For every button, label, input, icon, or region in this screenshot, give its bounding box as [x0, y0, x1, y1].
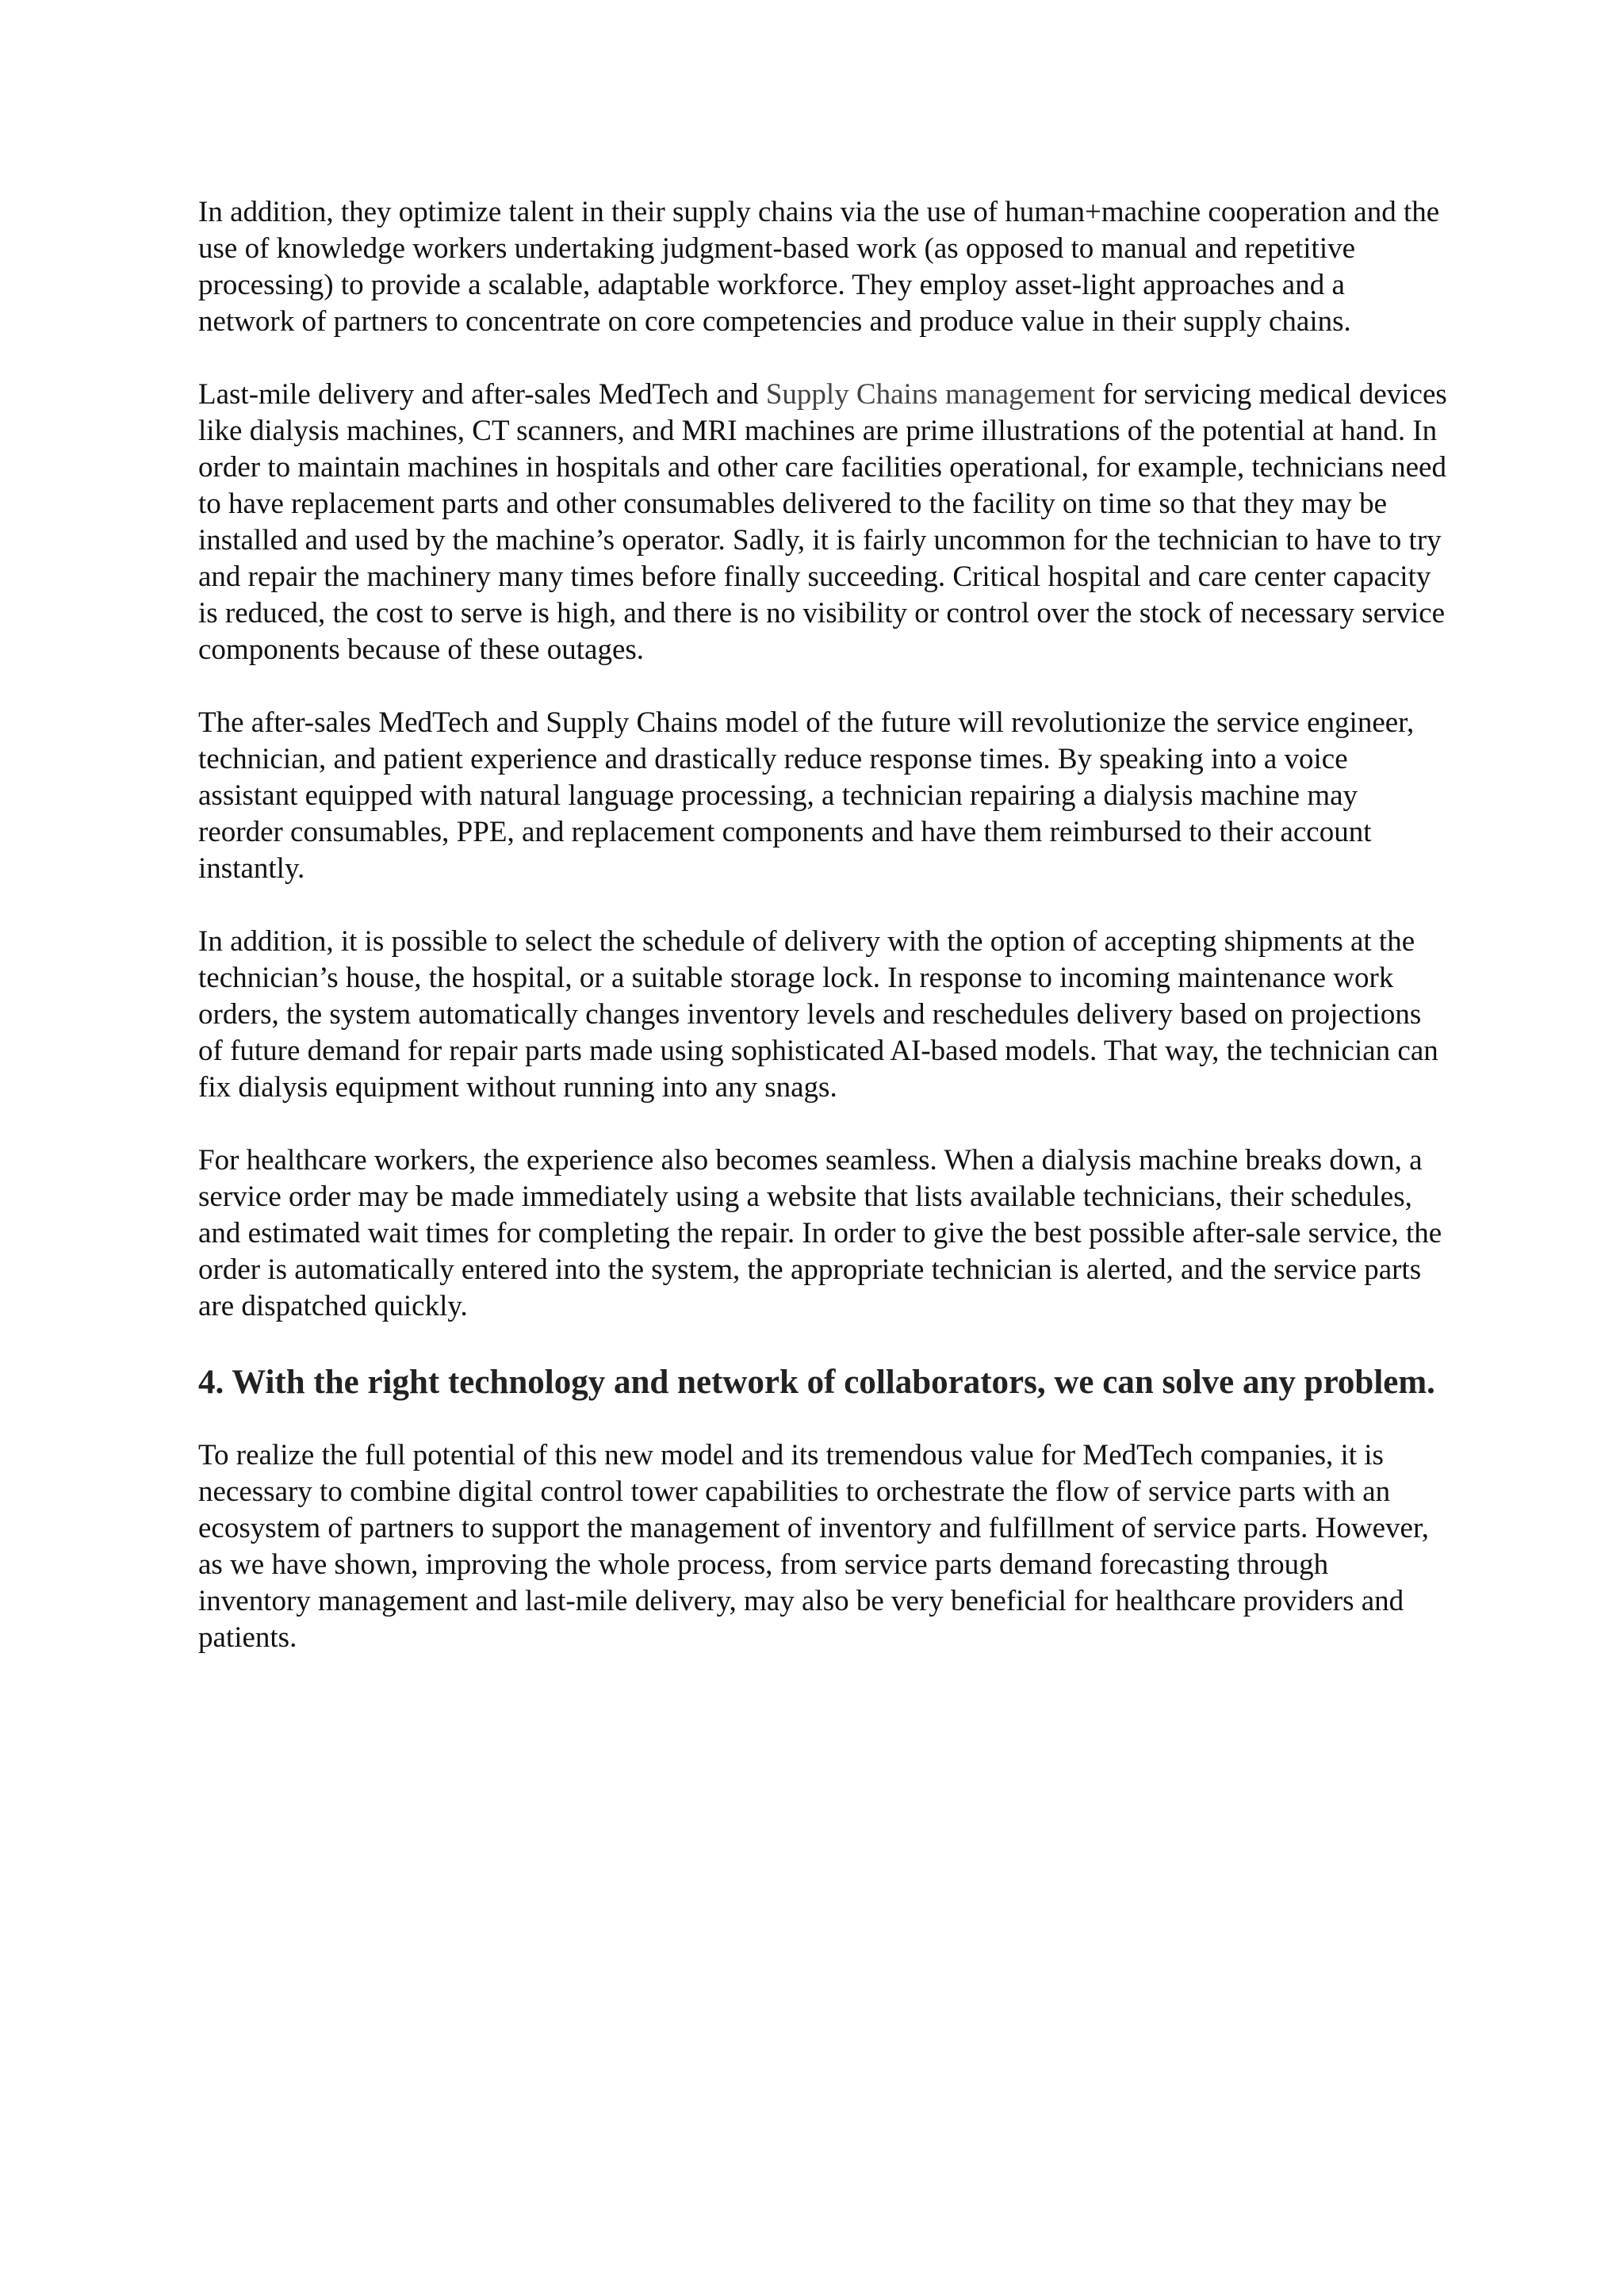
- paragraph-delivery-schedule: In addition, it is possible to select the schedule of delivery with the option of accepting shipments at the technician’s house, the hospital, or a suitable storage lock. In response to incoming maintenance work orders, the system automatically changes inventory levels and reschedules delivery based on projections of future demand for repair parts made using sophisticated AI-based models. That way, the technician can fix dialysis equipment without running into any snags.: [198, 925, 1438, 1104]
- paragraph-healthcare-workers: For healthcare workers, the experience also becomes seamless. When a dialysis machine breaks down, a service order may be made immediately using a website that lists available technicians, their schedules, and estimated wait times for completing the repair. In order to give the best possible after-sale service, the order is automatically entered into the system, the appropriate technician is alerted, and the service parts are dispatched quickly.: [198, 1144, 1442, 1322]
- paragraph-last-mile-delivery: [198, 377, 1447, 668]
- section-heading: 4. With the right technology and network of collaborators, we can solve any problem.: [198, 1364, 1435, 1401]
- supply-chains-management-link[interactable]: Supply Chains management: [765, 378, 1095, 411]
- document-body: [198, 194, 1447, 1693]
- paragraph-future-model: The after-sales MedTech and Supply Chains model of the future will revolutionize the service engineer, technician, and patient experience and drastically reduce response times. By speaking into a voice assistant equipped with natural language processing, a technician repairing a dialysis machine may reorder consumables, PPE, and replacement components and have them reimbursed to their account instantly.: [198, 706, 1415, 885]
- paragraph-text-end: for servicing medical devices like dialysis machines, CT scanners, and MRI machines are prime illustrations of the potential at hand. In order to maintain machines in hospitals and other care facilities operational, for example, technicians need to have replacement parts and other consumables delivered to the facility on time so that they may be installed and used by the machine’s operator. Sadly, it is fairly uncommon for the technician to have to try and repair the machinery many times before finally succeeding. Critical hospital and care center capacity is reduced, the cost to serve is high, and there is no visibility or control over the stock of necessary service components because of these outages.: [198, 378, 1447, 666]
- paragraph-talent-optimization: In addition, they optimize talent in their supply chains via the use of human+machine cooperation and the use of knowledge workers undertaking judgment-based work (as opposed to manual and repetitive processing) to provide a scalable, adaptable workforce. They employ asset-light approaches and a network of partners to concentrate on core competencies and produce value in their supply chains.: [198, 196, 1440, 338]
- paragraph-full-potential: To realize the full potential of this new model and its tremendous value for MedTech companies, it is necessary to combine digital control tower capabilities to orchestrate the flow of service parts with an ecosystem of partners to support the management of inventory and fulfillment of service parts. However, as we have shown, improving the whole process, from service parts demand forecasting through inventory management and last-mile delivery, may also be very beneficial for healthcare providers and patients.: [198, 1439, 1430, 1654]
- paragraph-text-start: Last-mile delivery and after-sales MedTech and: [198, 378, 766, 411]
